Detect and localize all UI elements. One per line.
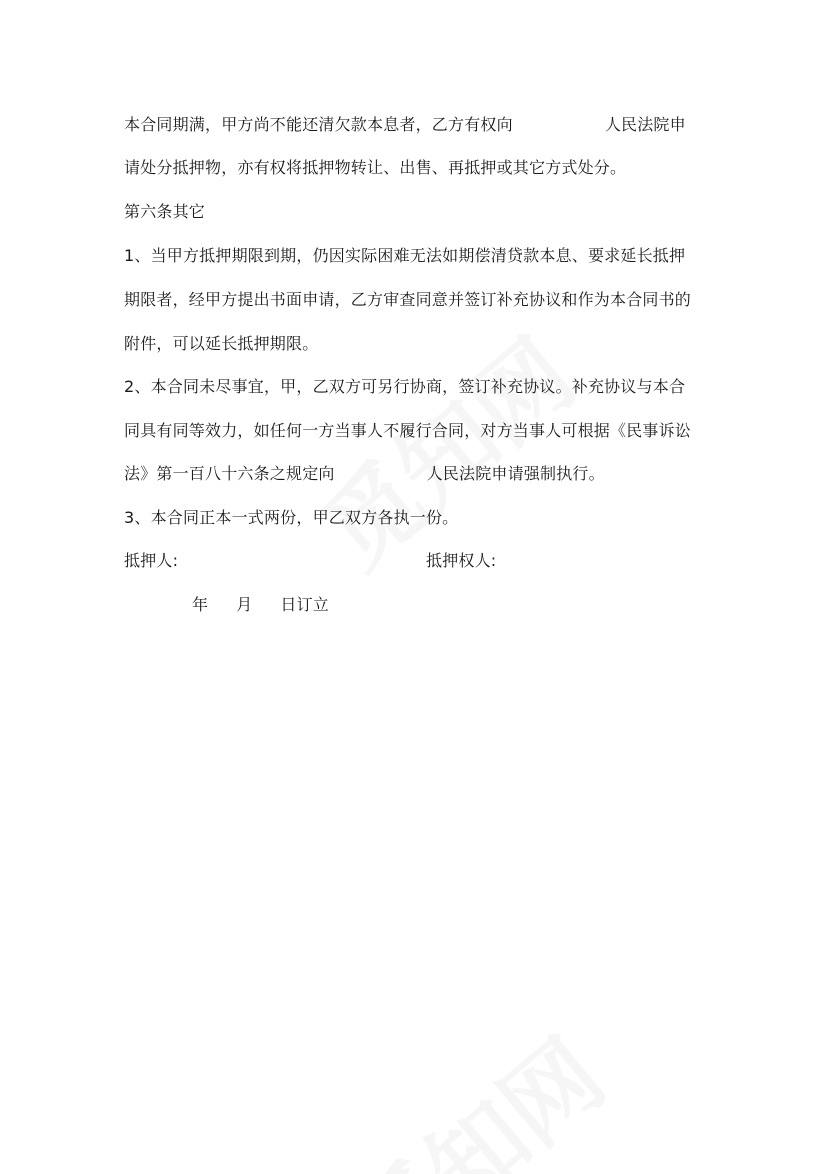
clause-text: 3、本合同正本一式两份，甲乙双方各执一份。 xyxy=(124,508,459,527)
mortgagor-label: 抵押人: xyxy=(124,551,179,570)
date-line xyxy=(192,594,329,616)
paragraph-line xyxy=(124,507,458,529)
signature-line xyxy=(124,550,178,572)
clause-text: 1、当甲方抵押期限到期，仍因实际困难无法如期偿清贷款本息、要求延长抵押 xyxy=(124,246,686,265)
clause-text: 期限者，经甲方提出书面申请，乙方审查同意并签订补充协议和作为本合同书的 xyxy=(124,290,692,309)
date-month: 月 xyxy=(236,595,253,614)
section-title xyxy=(124,201,205,223)
paragraph-line xyxy=(124,289,691,311)
clause-text: 2、本合同未尽事宜，甲，乙双方可另行协商，签订补充协议。补充协议与本合 xyxy=(124,377,686,396)
watermark-bottom xyxy=(320,1003,629,1174)
paragraph-line xyxy=(124,420,691,442)
paragraph-line xyxy=(124,333,318,355)
clause-text: 人民法院申请强制执行。 xyxy=(426,464,605,483)
clause-text: 人民法院申 xyxy=(604,115,686,134)
paragraph-line xyxy=(124,463,605,485)
clause-text: 请处分抵押物，亦有权将抵押物转让、出售、再抵押或其它方式处分。 xyxy=(124,158,627,177)
date-year: 年 xyxy=(192,595,209,614)
paragraph-line xyxy=(124,157,626,179)
paragraph-line xyxy=(124,245,685,267)
clause-text: 法》第一百八十六条之规定向 xyxy=(124,464,335,483)
signature-line-right xyxy=(426,550,496,572)
clause-text: 同具有同等效力，如任何一方当事人不履行合同，对方当事人可根据《民事诉讼 xyxy=(124,421,692,440)
paragraph-line xyxy=(124,376,685,398)
clause-text: 本合同期满，甲方尚不能还清欠款本息者，乙方有权向 xyxy=(124,115,513,134)
mortgagee-label: 抵押权人: xyxy=(426,551,497,570)
paragraph-line xyxy=(124,114,686,136)
date-day: 日订立 xyxy=(280,595,330,614)
section-heading: 第六条其它 xyxy=(124,202,206,221)
clause-text: 附件，可以延长抵押期限。 xyxy=(124,334,319,353)
